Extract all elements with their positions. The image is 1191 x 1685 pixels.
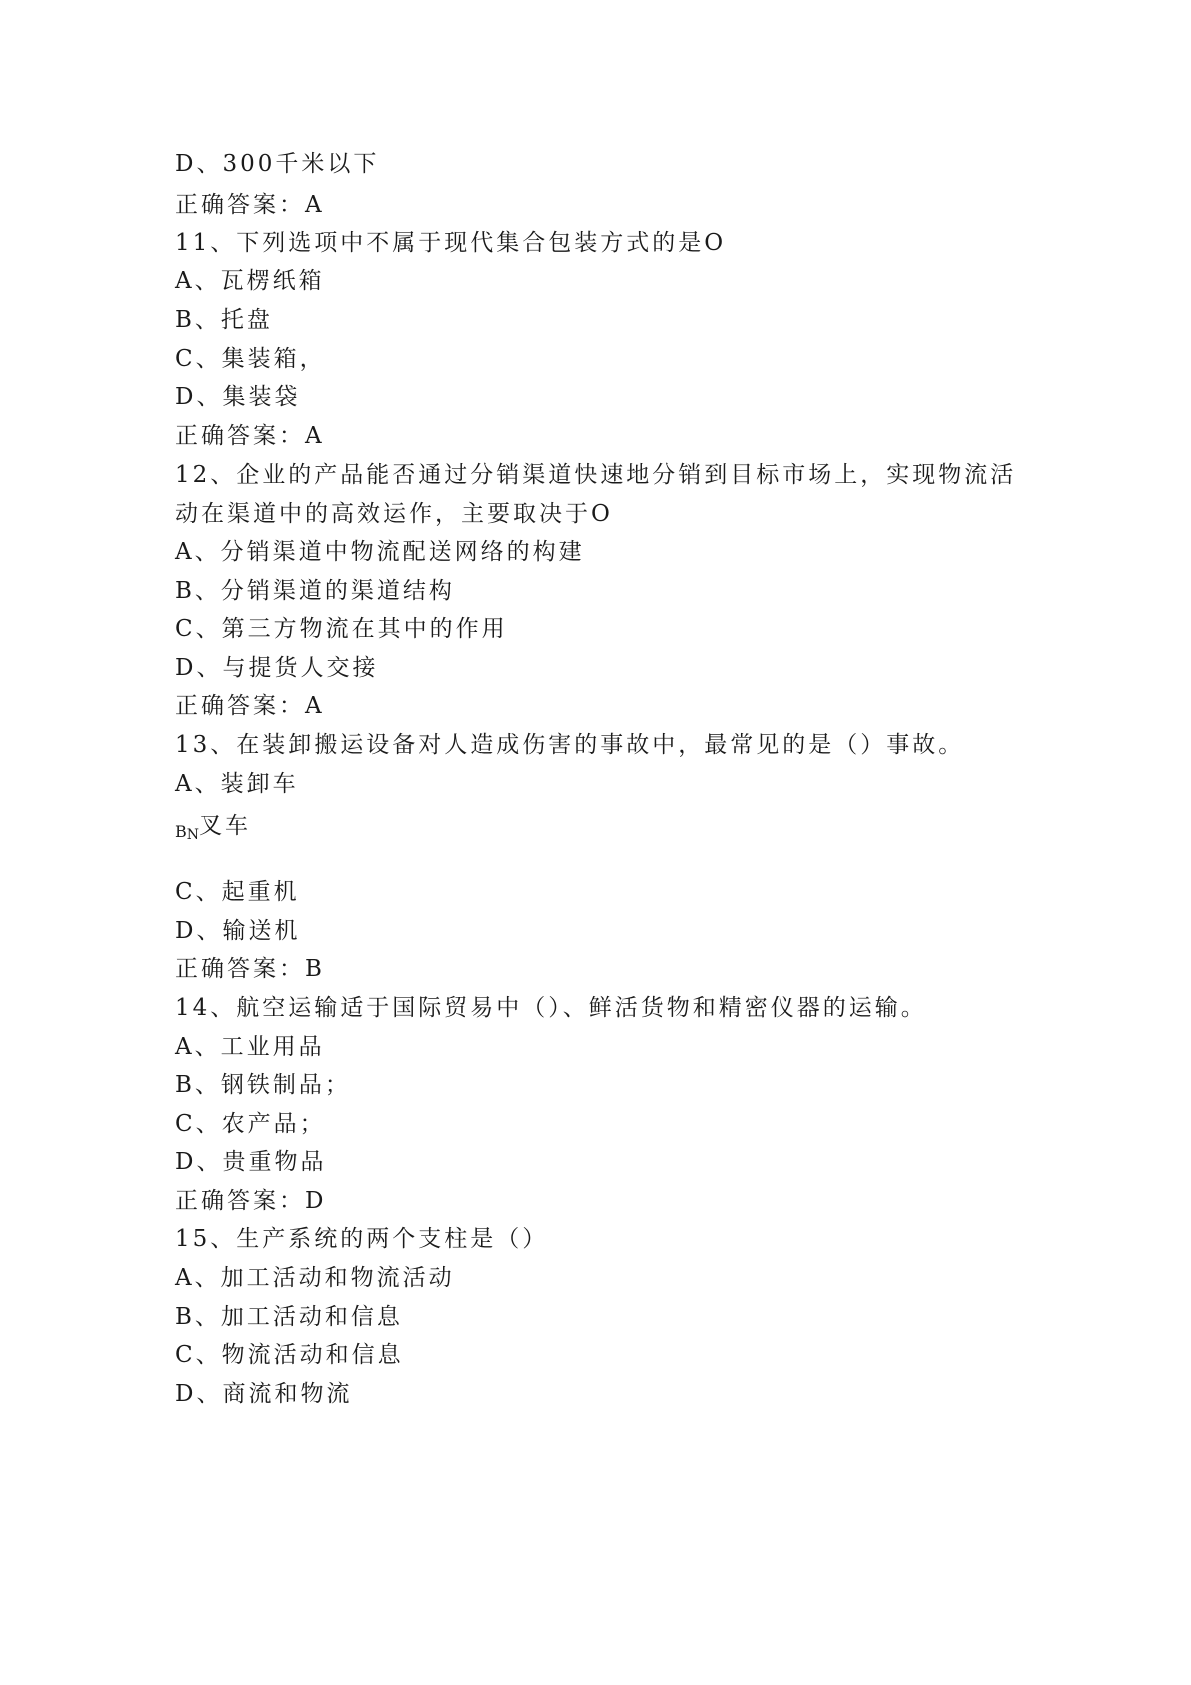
q13-option-b	[175, 811, 251, 850]
q13-option-d: D、输送机	[175, 918, 301, 944]
q13-option-b-letter: B	[175, 822, 187, 841]
q15-option-d: D、商流和物流	[175, 1381, 353, 1407]
q11-question: 11、下列选项中不属于现代集合包装方式的是O	[175, 230, 727, 256]
q11-answer: 正确答案：A	[175, 423, 325, 449]
q11-option-a: A、瓦楞纸箱	[175, 268, 325, 294]
q10-option-d: D、300千米以下	[175, 151, 380, 177]
q15-option-a: A、加工活动和物流活动	[175, 1265, 455, 1291]
q13-option-a: A、装卸车	[175, 771, 299, 797]
q13-option-b-text: 叉车	[199, 813, 252, 839]
q14-option-b: B、钢铁制品；	[175, 1072, 351, 1098]
q13-option-b-subscript: N	[186, 827, 200, 843]
q12-option-d: D、与提货人交接	[175, 655, 379, 681]
q11-option-d: D、集装袋	[175, 384, 301, 410]
q14-option-c: C、农产品；	[175, 1111, 326, 1137]
q13-answer: 正确答案：B	[175, 956, 325, 982]
q13-option-c: C、起重机	[175, 879, 300, 905]
q15-option-b: B、加工活动和信息	[175, 1304, 403, 1330]
q14-question: 14、航空运输适于国际贸易中（）、鲜活货物和精密仪器的运输。	[175, 995, 927, 1021]
q15-option-c: C、物流活动和信息	[175, 1342, 404, 1368]
q11-option-b: B、托盘	[175, 307, 273, 333]
q15-question: 15、生产系统的两个支柱是（）	[175, 1226, 549, 1252]
q10-answer: 正确答案：A	[175, 192, 325, 218]
q12-option-b: B、分销渠道的渠道结构	[175, 578, 455, 604]
q14-option-a: A、工业用品	[175, 1034, 325, 1060]
q12-question-line1: 12、企业的产品能否通过分销渠道快速地分销到目标市场上，实现物流活	[175, 462, 1017, 488]
q13-question: 13、在装卸搬运设备对人造成伤害的事故中，最常见的是（）事故。	[175, 732, 965, 758]
q12-answer: 正确答案：A	[175, 693, 325, 719]
q12-question-line2: 动在渠道中的高效运作，主要取决于O	[175, 501, 613, 527]
q14-answer: 正确答案：D	[175, 1188, 327, 1214]
q14-option-d: D、贵重物品	[175, 1149, 327, 1175]
q12-option-a: A、分销渠道中物流配送网络的构建	[175, 539, 585, 565]
q11-option-c: C、集装箱，	[175, 346, 326, 372]
q12-option-c: C、第三方物流在其中的作用	[175, 616, 508, 642]
